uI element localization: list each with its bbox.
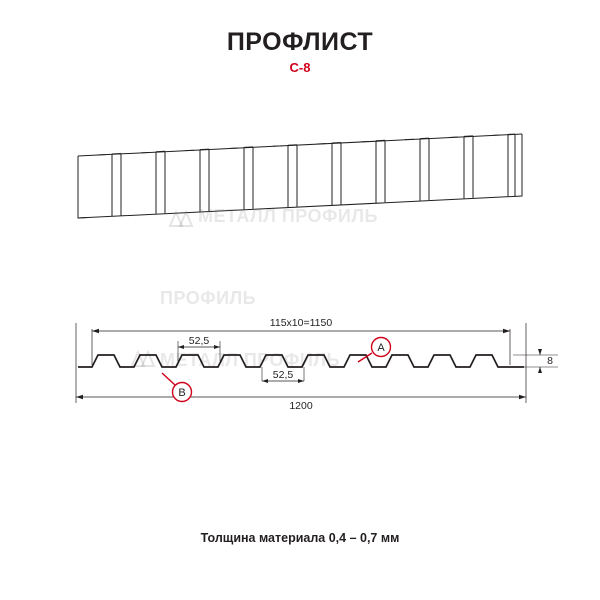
dim-pitch-top: 52,5 (188, 335, 210, 347)
cross-section-svg (58, 305, 558, 415)
callout-b-label: B (178, 387, 186, 399)
watermark-text-bottom: МЕТАЛЛ ПРОФИЛЬ (160, 350, 340, 370)
isometric-sheet-view (60, 122, 540, 257)
callout-a (358, 338, 391, 363)
cross-section-drawing (58, 305, 558, 420)
callout-a-label: A (377, 342, 385, 354)
isometric-sheet-svg (60, 122, 540, 252)
dim-working-width: 115х10=1150 (269, 317, 333, 329)
watermark-text-top: МЕТАЛЛ ПРОФИЛЬ (198, 206, 378, 226)
material-thickness-note: Толщина материала 0,4 – 0,7 мм (200, 531, 400, 545)
page-title: ПРОФЛИСТ (226, 28, 374, 56)
watermark-text-mid: ПРОФИЛЬ (160, 288, 257, 308)
dim-total-width: 1200 (289, 400, 313, 412)
product-model-label: С-8 (289, 60, 311, 75)
dim-height: 8 (547, 355, 553, 367)
dim-pitch-bottom: 52,5 (272, 369, 294, 381)
